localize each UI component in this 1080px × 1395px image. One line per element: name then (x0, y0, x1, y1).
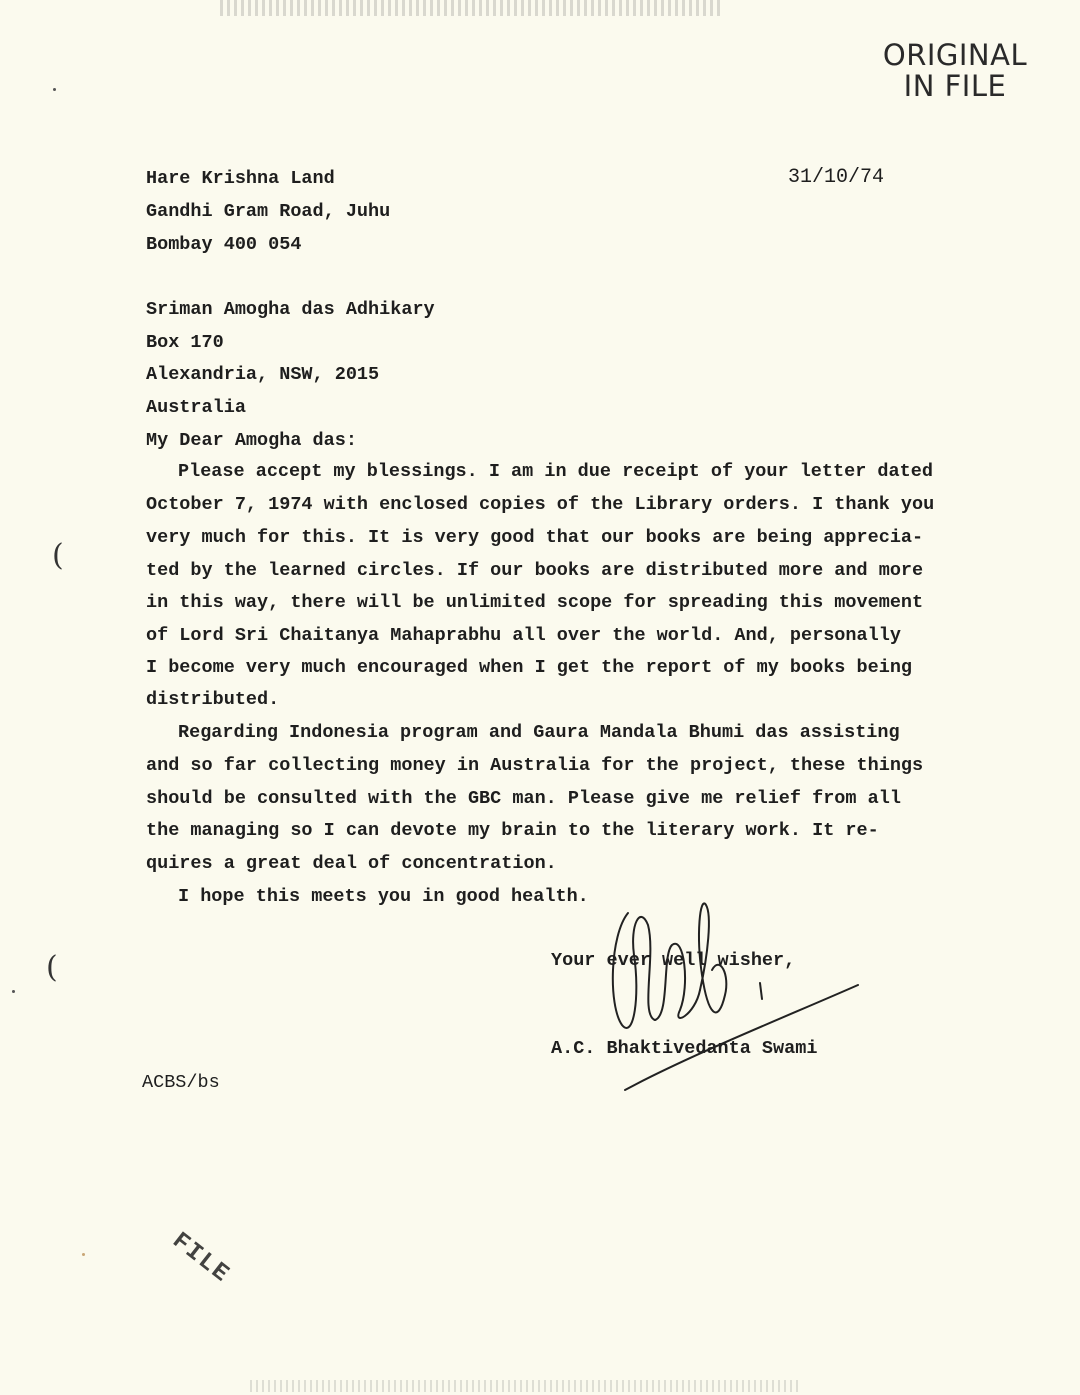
original-in-file-stamp (870, 40, 1040, 102)
margin-mark: ( (46, 950, 58, 985)
body-line: ted by the learned circles. If our books are distributed more and more (146, 560, 924, 581)
file-stamp: FILE (166, 1227, 235, 1290)
scan-speck (82, 1253, 85, 1256)
body-line: should be consulted with the GBC man. Please give me relief from all (146, 788, 901, 809)
recipient-address-line: Alexandria, NSW, 2015 (146, 364, 380, 385)
salutation: My Dear Amogha das: (146, 430, 357, 451)
body-line: of Lord Sri Chaitanya Mahaprabhu all over the world. And, personally (146, 625, 901, 646)
body-line: I become very much encouraged when I get the report of my books being (146, 657, 913, 678)
sender-address-line: Hare Krishna Land (146, 168, 335, 189)
body-line: quires a great deal of concentration. (146, 853, 557, 874)
scan-smudge-top (220, 0, 720, 16)
scan-speck (53, 88, 56, 91)
letter-date: 31/10/74 (788, 166, 885, 189)
scan-speck (12, 990, 15, 993)
body-line: Please accept my blessings. I am in due receipt of your letter dated (178, 461, 933, 482)
body-line: Regarding Indonesia program and Gaura Mandala Bhumi das assisting (178, 722, 900, 743)
reference-initials: ACBS/bs (142, 1072, 220, 1093)
handwritten-signature (600, 895, 870, 1095)
body-line: October 7, 1974 with enclosed copies of the Library orders. I thank you (146, 494, 935, 515)
body-line: the managing so I can devote my brain to the literary work. It re- (146, 820, 879, 841)
signatory-name: A.C. Bhaktivedanta Swami (551, 1038, 818, 1059)
scan-smudge-bottom (250, 1380, 800, 1392)
body-line: very much for this. It is very good that our books are being apprecia- (146, 527, 924, 548)
body-line: distributed. (146, 689, 280, 710)
recipient-address-line: Box 170 (146, 332, 224, 353)
margin-mark: ( (52, 538, 64, 573)
body-line: and so far collecting money in Australia for the project, these things (146, 755, 924, 776)
body-line: I hope this meets you in good health. (178, 886, 589, 907)
stamp-line-1: ORIGINAL (882, 38, 1028, 72)
recipient-address-line: Australia (146, 397, 246, 418)
sender-address-line: Gandhi Gram Road, Juhu (146, 201, 391, 222)
closing: Your ever well wisher, (551, 950, 796, 971)
stamp-line-2: IN FILE (903, 69, 1007, 103)
body-line: in this way, there will be unlimited scope for spreading this movement (146, 592, 924, 613)
sender-address-line: Bombay 400 054 (146, 234, 302, 255)
recipient-address-line: Sriman Amogha das Adhikary (146, 299, 435, 320)
